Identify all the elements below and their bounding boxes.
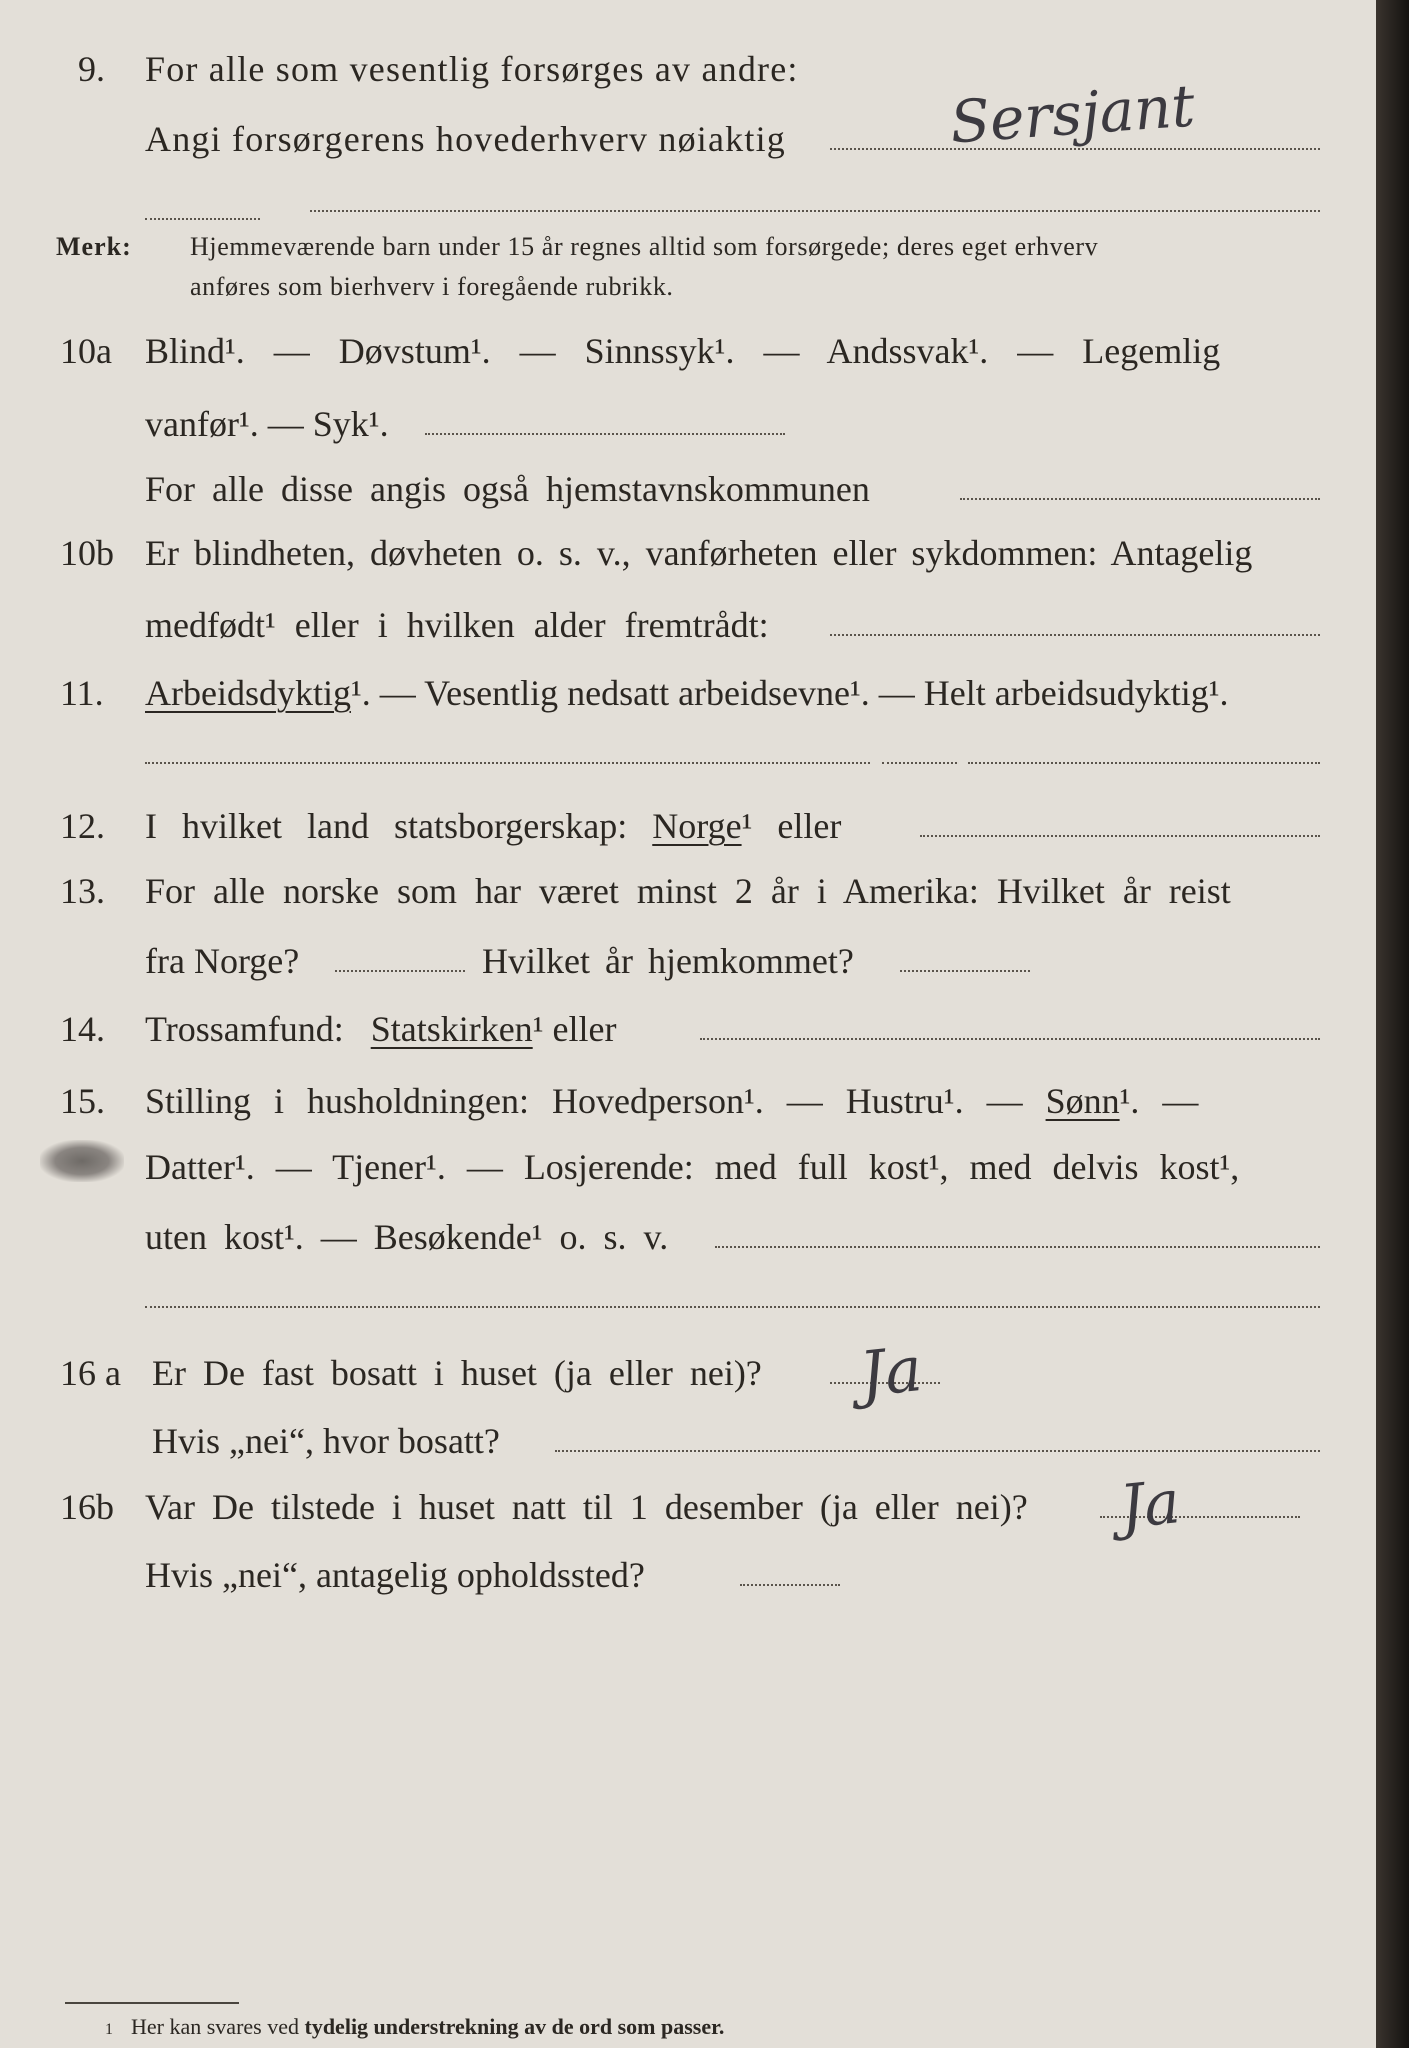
- q10b-number: 10b: [60, 533, 114, 573]
- q15-number: 15.: [60, 1081, 105, 1121]
- footnote: [105, 2014, 724, 2040]
- q13-line-2a: fra Norge?: [145, 941, 300, 981]
- q10b-line-2: medfødt¹ eller i hvilken alder fremtrådt:: [145, 605, 769, 645]
- page-dark-edge: [1376, 0, 1409, 2048]
- q16a-line-2: Hvis „nei“, hvor bosatt?: [152, 1421, 500, 1461]
- q16a-where-line[interactable]: [555, 1450, 1320, 1452]
- q16b-place-line[interactable]: [740, 1584, 840, 1586]
- q12-text: [145, 805, 841, 847]
- q15-line-1b: ¹. —: [1119, 1081, 1199, 1121]
- q11-option-underlined[interactable]: Arbeidsdyktig: [145, 673, 351, 713]
- ink-smudge: [40, 1140, 124, 1182]
- q10a-line-1: Blind¹. — Døvstum¹. — Sinnssyk¹. — Andssvak¹. — Legemlig: [145, 331, 1221, 371]
- q13-line-1: For alle norske som har været minst 2 år i Amerika: Hvilket år reist: [145, 871, 1231, 911]
- q10b-line-1: Er blindheten, døvheten o. s. v., vanførheten eller sykdommen: Antagelig: [145, 533, 1253, 573]
- q14-option-underlined[interactable]: Statskirken: [370, 1009, 533, 1049]
- q16b-line-1: Var De tilstede i huset natt til 1 desember (ja eller nei)?: [145, 1487, 1028, 1527]
- q9-line-1: For alle som vesentlig forsørges av andre:: [145, 49, 799, 89]
- merk-label: Merk:: [56, 232, 132, 261]
- q11-line-c[interactable]: [968, 762, 1320, 764]
- q11-text: [145, 672, 1229, 714]
- q15-other-line[interactable]: [715, 1246, 1320, 1248]
- q10a-line-3: For alle disse angis også hjemstavnskommunen: [145, 469, 870, 509]
- q9-answer-line[interactable]: [830, 148, 1320, 150]
- footnote-rule: [65, 2002, 239, 2004]
- footnote-prefix: Her kan svares ved: [131, 2014, 299, 2039]
- q15-line-1a: Stilling i husholdningen: Hovedperson¹. — Hustru¹. —: [145, 1081, 1023, 1121]
- q16a-handwritten-answer: Ja: [856, 1331, 926, 1412]
- footnote-mark: 1: [105, 2021, 113, 2038]
- q12-option-underlined[interactable]: Norge: [652, 806, 742, 846]
- q13-left-year-line[interactable]: [335, 970, 465, 972]
- q10a-sick-line[interactable]: [425, 433, 785, 435]
- q14-number: 14.: [60, 1009, 105, 1049]
- q11-number: 11.: [60, 673, 104, 713]
- q15-line-3: uten kost¹. — Besøkende¹ o. s. v.: [145, 1217, 669, 1257]
- q9-extra-line-1: [145, 218, 260, 220]
- q14-prompt: Trossamfund:: [145, 1009, 344, 1049]
- q13-return-year-line[interactable]: [900, 970, 1030, 972]
- q16b-number: 16b: [60, 1487, 114, 1527]
- footnote-bold: tydelig understrekning av de ord som passer.: [304, 2014, 725, 2039]
- merk-line-2: anføres som bierhverv i foregående rubrikk.: [190, 272, 674, 301]
- q15-line-1: [145, 1080, 1198, 1122]
- q12-other-line[interactable]: [920, 835, 1320, 837]
- q14-other-line[interactable]: [700, 1038, 1320, 1040]
- q9-line-2: Angi forsørgerens hovederhverv nøiaktig: [145, 119, 786, 159]
- q16a-line-1: Er De fast bosatt i huset (ja eller nei)?: [152, 1353, 762, 1393]
- q10b-age-line[interactable]: [830, 634, 1320, 636]
- q16b-line-2: Hvis „nei“, antagelig opholdssted?: [145, 1555, 645, 1595]
- q11-rest: ¹. — Vesentlig nedsatt arbeidsevne¹. — Helt arbeidsudyktig¹.: [350, 673, 1229, 713]
- q12-post: ¹ eller: [741, 806, 842, 846]
- q13-line-2b: Hvilket år hjemkommet?: [482, 941, 854, 981]
- q10a-line-2: vanfør¹. — Syk¹.: [145, 404, 389, 444]
- q12-number: 12.: [60, 806, 105, 846]
- q15-extra-line[interactable]: [145, 1306, 1320, 1308]
- q15-line-2: Datter¹. — Tjener¹. — Losjerende: med full kost¹, med delvis kost¹,: [145, 1147, 1240, 1187]
- q14-text: [145, 1008, 616, 1050]
- q11-line-b: [882, 762, 957, 764]
- q12-prompt: I hvilket land statsborgerskap:: [145, 806, 628, 846]
- q15-option-underlined[interactable]: Sønn: [1045, 1081, 1120, 1121]
- q10a-number: 10a: [60, 331, 112, 371]
- q16b-handwritten-answer: Ja: [1116, 1467, 1184, 1543]
- q9-handwritten-answer: Sersjant: [947, 71, 1197, 157]
- q16a-number: 16 a: [60, 1353, 121, 1393]
- q10a-home-line[interactable]: [960, 498, 1320, 500]
- q9-extra-line-2[interactable]: [310, 210, 1320, 212]
- q11-line-a[interactable]: [145, 762, 870, 764]
- q14-post: ¹ eller: [532, 1009, 617, 1049]
- q9-number: 9.: [78, 49, 105, 89]
- q13-number: 13.: [60, 871, 105, 911]
- merk-line-1: Hjemmeværende barn under 15 år regnes alltid som forsørgede; deres eget erhverv: [190, 232, 1099, 261]
